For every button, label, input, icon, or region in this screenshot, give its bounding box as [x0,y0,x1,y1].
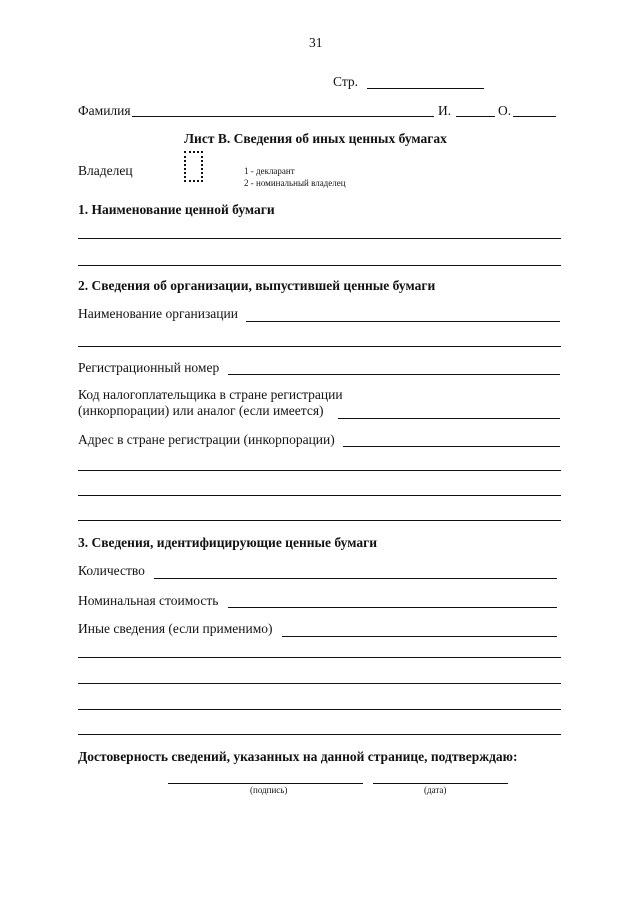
other-info-field-line-4[interactable] [78,709,561,710]
address-field-line-3[interactable] [78,495,561,496]
section1-title: 1. Наименование ценной бумаги [78,202,275,217]
page-label: Стр. [333,74,359,89]
other-info-field-line[interactable] [282,636,557,637]
tax-code-field-line[interactable] [338,418,560,419]
section3-title: 3. Сведения, идентифицирующие ценные бумаги [78,535,377,550]
address-field-line-4[interactable] [78,520,561,521]
owner-option-declarant: 1 - декларант [244,166,295,176]
page-field-line[interactable] [367,88,484,89]
page-number: 31 [309,35,323,50]
quantity-field-line[interactable] [154,578,557,579]
security-name-line-1[interactable] [78,238,561,239]
reg-number-label: Регистрационный номер [78,360,220,375]
date-caption: (дата) [424,785,447,795]
patronymic-initial-label: О. [498,103,512,118]
reg-number-field-line[interactable] [228,374,560,375]
org-name-label: Наименование организации [78,306,238,321]
sheet-title: Лист В. Сведения об иных ценных бумагах [184,131,447,146]
address-field-line[interactable] [343,446,560,447]
other-info-label: Иные сведения (если применимо) [78,621,273,636]
patronymic-initial-field-line[interactable] [513,116,556,117]
owner-code-box[interactable] [184,151,203,182]
surname-field-line[interactable] [132,116,434,117]
org-name-field-line-2[interactable] [78,346,561,347]
first-initial-field-line[interactable] [456,116,495,117]
address-field-line-2[interactable] [78,470,561,471]
section2-title: 2. Сведения об организации, выпустившей ценные бумаги [78,278,436,293]
tax-code-label-line2: (инкорпорации) или аналог (если имеется) [78,403,324,418]
signature-caption: (подпись) [250,785,288,795]
nominal-value-label: Номинальная стоимость [78,593,219,608]
confirmation-text: Достоверность сведений, указанных на данной странице, подтверждаю: [78,749,518,764]
other-info-field-line-2[interactable] [78,657,561,658]
quantity-label: Количество [78,563,145,578]
nominal-value-field-line[interactable] [228,607,557,608]
address-label: Адрес в стране регистрации (инкорпорации) [78,432,335,447]
owner-label: Владелец [78,163,133,178]
owner-option-nominee: 2 - номинальный владелец [244,178,346,188]
other-info-field-line-5[interactable] [78,734,561,735]
org-name-field-line[interactable] [246,321,560,322]
security-name-line-2[interactable] [78,265,561,266]
date-field-line[interactable] [373,783,508,784]
signature-field-line[interactable] [168,783,363,784]
surname-label: Фамилия [78,103,131,118]
other-info-field-line-3[interactable] [78,683,561,684]
tax-code-label-line1: Код налогоплательщика в стране регистрации [78,387,343,402]
first-initial-label: И. [438,103,452,118]
